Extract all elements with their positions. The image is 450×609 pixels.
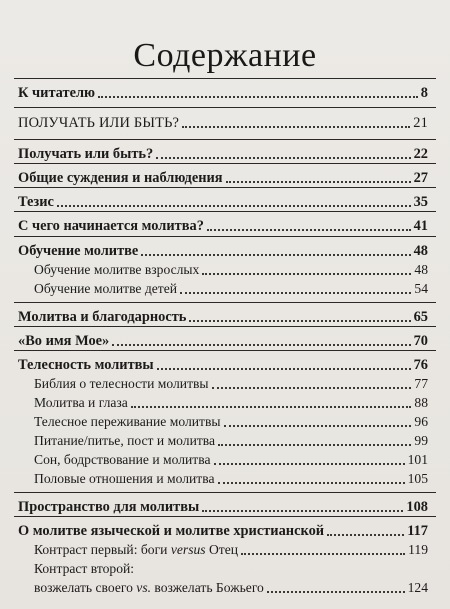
toc-entry-page: 48 — [413, 243, 428, 259]
section-divider — [14, 302, 436, 303]
toc-subentry-line1: Контраст второй: — [34, 561, 135, 576]
dot-leader — [218, 482, 405, 484]
dot-leader — [267, 591, 405, 593]
toc-subentry[interactable] — [34, 539, 428, 559]
dot-leader — [202, 510, 403, 512]
toc-entry-label: Питание/питье, пост и молитва — [34, 433, 216, 448]
toc-entry-label: Контраст первый: боги versus Отец — [34, 542, 239, 557]
dot-leader — [180, 292, 411, 294]
toc-entry-page: 124 — [407, 580, 428, 595]
toc-entry-label: ПОЛУЧАТЬ ИЛИ БЫТЬ? — [18, 115, 180, 131]
toc-entry-label: Обучение молитве взрослых — [34, 262, 200, 277]
toc-entry-label: Пространство для молитвы — [18, 499, 200, 515]
toc-entry-label: Тезис — [18, 194, 54, 210]
toc-entry-emphasis: versus — [170, 542, 206, 557]
dot-leader — [241, 553, 405, 555]
toc-entry-label: возжелать своего vs. возжелать Божьего — [34, 580, 264, 595]
toc-subentry[interactable] — [34, 392, 428, 412]
toc-subentry[interactable] — [34, 468, 428, 488]
toc-entry-page: 119 — [408, 542, 428, 557]
dot-leader — [207, 229, 411, 231]
toc-entry[interactable] — [18, 496, 428, 516]
dot-leader — [98, 96, 418, 98]
dot-leader — [327, 534, 404, 536]
toc-entry-emphasis: vs. — [136, 580, 152, 595]
toc-entry-page: 41 — [413, 218, 428, 234]
toc-entry-label: «Во имя Мое» — [18, 333, 110, 349]
toc-entry-label: Молитва и благодарность — [18, 309, 187, 325]
dot-leader — [218, 444, 411, 446]
toc-entry-page: 65 — [413, 309, 428, 325]
toc-entry-label: Библия о телесности молитвы — [34, 376, 209, 391]
toc-subentry[interactable] — [34, 373, 428, 393]
dot-leader — [189, 320, 410, 322]
toc-subentry[interactable] — [34, 577, 428, 597]
dot-leader — [157, 368, 411, 370]
toc-entry[interactable] — [18, 520, 428, 540]
toc-entry[interactable] — [18, 354, 428, 374]
toc-subentry[interactable] — [34, 411, 428, 431]
dot-leader — [212, 387, 412, 389]
dot-leader — [182, 126, 410, 128]
toc-entry-page: 8 — [420, 85, 428, 101]
dot-leader — [214, 463, 405, 465]
toc-entry-page: 22 — [413, 146, 428, 162]
toc-entry-label: Обучение молитве детей — [34, 281, 178, 296]
section-divider — [14, 516, 436, 517]
toc-entry-page: 27 — [413, 170, 428, 186]
section-divider — [14, 350, 436, 351]
toc-entry-label: Телесность молитвы — [18, 357, 154, 373]
toc-subentry[interactable] — [34, 449, 428, 469]
section-divider — [14, 187, 436, 188]
toc-subentry[interactable] — [34, 259, 428, 279]
toc-entry-page: 96 — [414, 414, 428, 429]
section-divider — [14, 326, 436, 327]
toc-subentry[interactable] — [34, 278, 428, 298]
dot-leader — [156, 157, 410, 159]
toc-entry-page: 70 — [413, 333, 428, 349]
toc-entry[interactable] — [18, 191, 428, 211]
toc-entry-page: 117 — [407, 523, 428, 539]
toc-entry-page: 76 — [413, 357, 428, 373]
toc-entry[interactable] — [18, 215, 428, 235]
toc-entry-page: 108 — [406, 499, 428, 515]
toc-subentry[interactable] — [34, 430, 428, 450]
toc-entry-page: 48 — [414, 262, 428, 277]
toc-entry[interactable] — [18, 240, 428, 260]
dot-leader — [224, 425, 412, 427]
section-divider — [14, 78, 436, 79]
toc-entry-label: Телесное переживание молитвы — [34, 414, 221, 429]
toc-entry[interactable] — [18, 82, 428, 102]
toc-entry-label: Обучение молитве — [18, 243, 139, 259]
dot-leader — [202, 273, 411, 275]
dot-leader — [226, 181, 411, 183]
section-divider — [14, 211, 436, 212]
section-divider — [14, 236, 436, 237]
section-divider — [14, 107, 436, 108]
toc-entry-page: 99 — [414, 433, 428, 448]
dot-leader — [112, 344, 410, 346]
toc-entry[interactable] — [18, 306, 428, 326]
toc-entry-label: К читателю — [18, 85, 96, 101]
toc-entry-label: Молитва и глаза — [34, 395, 128, 410]
toc-entry-label: Получать или быть? — [18, 146, 154, 162]
dot-leader — [141, 254, 410, 256]
toc-entry-page: 101 — [407, 452, 428, 467]
toc-entry-page: 35 — [413, 194, 428, 210]
toc-entry-page: 105 — [407, 471, 428, 486]
toc-entry[interactable] — [18, 112, 428, 132]
toc-entry-page: 21 — [413, 115, 428, 131]
section-divider — [14, 163, 436, 164]
toc-entry-page: 88 — [414, 395, 428, 410]
section-divider — [14, 139, 436, 140]
dot-leader — [57, 205, 411, 207]
toc-entry-label: Общие суждения и наблюдения — [18, 170, 223, 186]
toc-entry-page: 54 — [414, 281, 428, 296]
section-divider — [14, 492, 436, 493]
toc-entry-label: Сон, бодрствование и молитва — [34, 452, 211, 467]
toc-entry[interactable] — [18, 143, 428, 163]
toc-entry-label: О молитве языческой и молитве христианской — [18, 523, 325, 539]
toc-entry-label: С чего начинается молитва? — [18, 218, 204, 234]
toc-entry-page: 77 — [414, 376, 428, 391]
toc-entry[interactable] — [18, 167, 428, 187]
toc-entry[interactable] — [18, 330, 428, 350]
toc-entry-label: Половые отношения и молитва — [34, 471, 215, 486]
dot-leader — [131, 406, 412, 408]
page-title: Содержание — [133, 36, 317, 74]
